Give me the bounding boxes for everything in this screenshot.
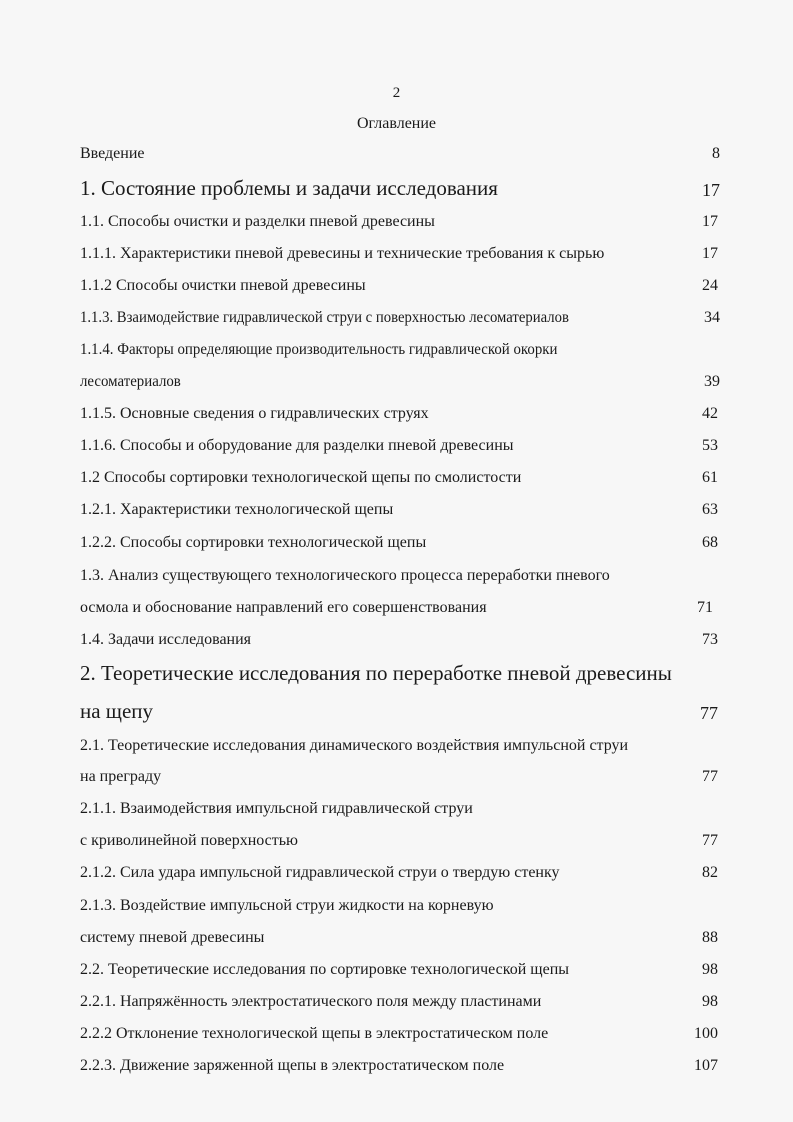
toc-entry-text: 1.2.1. Характеристики технологической щепы [80, 501, 394, 518]
toc-entry-page: 77 [702, 832, 718, 849]
toc-entry-text: 2.2.1. Напряжённость электростатического поля между пластинами [80, 993, 542, 1010]
toc-entry-page: 107 [694, 1057, 718, 1074]
toc-chapter [80, 658, 720, 688]
toc-entry-text: 1.1.4. Факторы определяющие производительность гидравлической окорки [80, 341, 558, 358]
toc-entry [80, 498, 720, 522]
toc-entry-text: 2. Теоретические исследования по переработке пневой древесины [80, 661, 672, 685]
toc-entry-text: 1.1.2 Способы очистки пневой древесины [80, 277, 366, 294]
toc-entry [80, 402, 720, 426]
toc-entry-text: 2.2.3. Движение заряженной щепы в электростатическом поле [80, 1057, 505, 1074]
toc-entry-page: 68 [702, 534, 718, 551]
toc-entry-text: 1.2.2. Способы сортировки технологической щепы [80, 534, 427, 551]
toc-chapter [80, 696, 720, 726]
toc-entry [80, 564, 720, 588]
toc-entry-text: 2.2.2 Отклонение технологической щепы в электростатическом поле [80, 1025, 549, 1042]
toc-entry [80, 466, 720, 490]
toc-title: Оглавление [356, 115, 437, 132]
toc-entry [80, 142, 720, 166]
toc-entry-text: на щепу [80, 699, 154, 723]
toc-entry-page: 34 [704, 309, 720, 326]
toc-entry-text: 2.1.1. Взаимодействия импульсной гидравлической струи [80, 800, 473, 817]
toc-entry-page: 39 [704, 373, 720, 390]
toc-entry-page: 71 [697, 599, 713, 616]
toc-entry [80, 797, 720, 821]
toc-entry-text: 2.2. Теоретические исследования по сортировке технологической щепы [80, 961, 570, 978]
toc-entry-text: 1.1.3. Взаимодействие гидравлической струи с поверхностью лесоматериалов [80, 309, 569, 326]
toc-entry-page: 17 [702, 180, 720, 200]
toc-entry-page: 8 [712, 145, 720, 162]
toc-entry-text: 1.1.6. Способы и оборудование для разделки пневой древесины [80, 437, 514, 454]
toc-entry-text: 1.1. Способы очистки и разделки пневой древесины [80, 213, 435, 230]
toc-entry-page: 77 [700, 703, 718, 723]
toc-entry-text: осмола и обоснование направлений его совершенствования [80, 599, 487, 616]
toc-entry [80, 1022, 720, 1046]
toc-entry-page: 98 [702, 961, 718, 978]
toc-entry-page: 24 [702, 277, 718, 294]
toc-entry [80, 829, 720, 853]
toc-entry [80, 765, 720, 789]
toc-entry [80, 242, 720, 266]
toc-entry-text: 1.2 Способы сортировки технологической щепы по смолистости [80, 469, 522, 486]
toc-chapter [80, 173, 720, 203]
toc-entry-page: 17 [702, 245, 718, 262]
toc-entry [80, 531, 720, 555]
toc-entry-page: 42 [702, 405, 718, 422]
toc-entry-text: Введение [80, 145, 145, 162]
toc-entry [80, 434, 720, 458]
toc-entry [80, 274, 720, 298]
toc-entry-text: 1. Состояние проблемы и задачи исследования [80, 176, 498, 200]
toc-entry-page: 17 [702, 213, 718, 230]
toc-entry [80, 370, 720, 394]
toc-entry [80, 210, 720, 234]
toc-entry-text: 2.1.3. Воздействие импульсной струи жидкости на корневую [80, 897, 494, 914]
toc-entry-text: систему пневой древесины [80, 929, 265, 946]
toc-entry [80, 628, 720, 652]
toc-entry-page: 63 [702, 501, 718, 518]
toc-entry [80, 1054, 720, 1078]
toc-entry-page: 100 [694, 1025, 718, 1042]
toc-entry [80, 861, 720, 885]
toc-entry-text: 1.3. Анализ существующего технологического процесса переработки пневого [80, 567, 610, 584]
toc-entry-text: 1.1.5. Основные сведения о гидравлических струях [80, 405, 429, 422]
toc-entry [80, 990, 720, 1014]
toc-entry-text: с криволинейной поверхностью [80, 832, 298, 849]
toc-entry-text: 1.1.1. Характеристики пневой древесины и технические требования к сырью [80, 245, 605, 262]
toc-entry-page: 98 [702, 993, 718, 1010]
toc-entry-page: 82 [702, 864, 718, 881]
toc-entry-page: 73 [702, 631, 718, 648]
toc-entry-page: 61 [702, 469, 718, 486]
toc-entry-page: 77 [702, 768, 718, 785]
toc-entry [80, 894, 720, 918]
toc-entry [80, 596, 720, 620]
page-number: 2 [392, 85, 401, 101]
toc-entry [80, 734, 720, 758]
toc-entry-page: 53 [702, 437, 718, 454]
toc-entry [80, 958, 720, 982]
toc-entry [80, 338, 720, 362]
toc-entry-text: на преграду [80, 768, 162, 785]
toc-entry-text: 1.4. Задачи исследования [80, 631, 252, 648]
toc-entry [80, 306, 720, 330]
toc-entry-text: 2.1.2. Сила удара импульсной гидравлической струи о твердую стенку [80, 864, 560, 881]
toc-entry-page: 88 [702, 929, 718, 946]
toc-entry-text: лесоматериалов [80, 373, 181, 390]
toc-entry [80, 926, 720, 950]
toc-entry-text: 2.1. Теоретические исследования динамического воздействия импульсной струи [80, 737, 629, 754]
